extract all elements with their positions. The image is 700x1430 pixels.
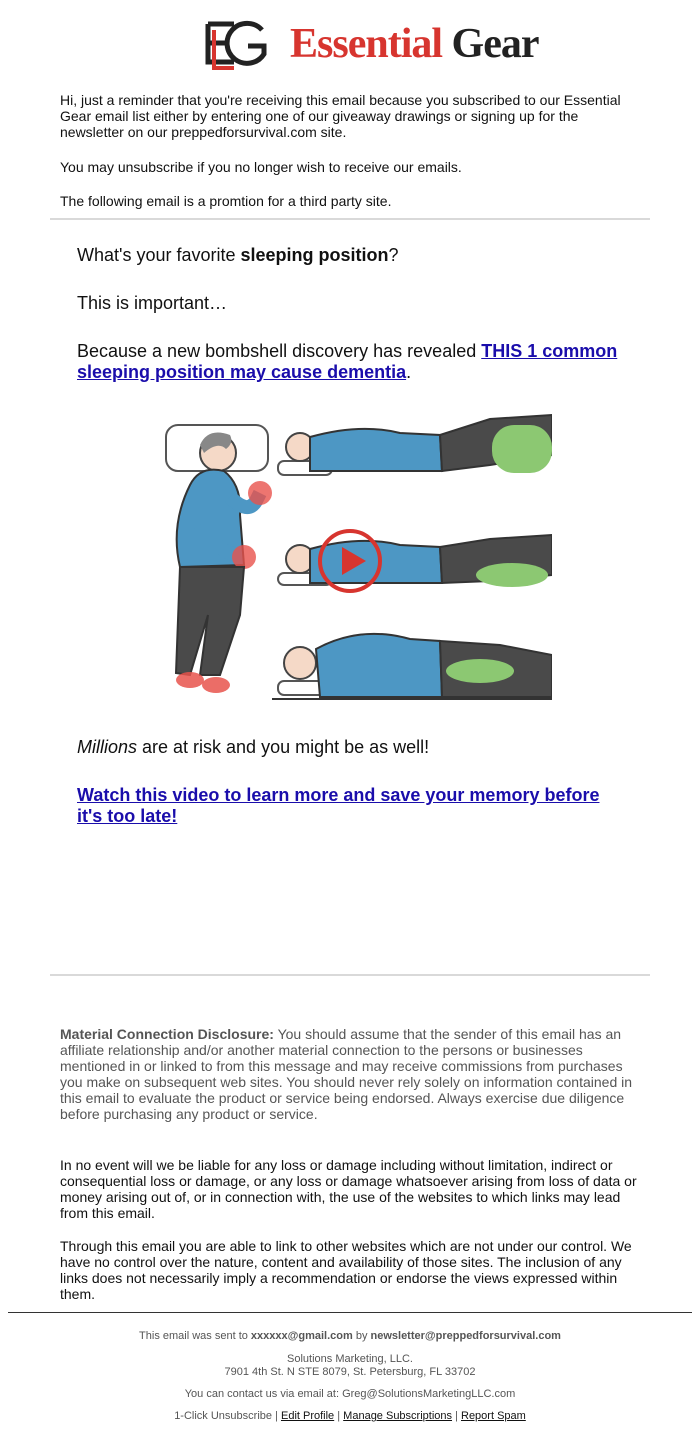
divider-top xyxy=(50,218,650,220)
disclosure-label: Material Connection Disclosure: xyxy=(60,1026,274,1042)
sent-by: by xyxy=(352,1330,371,1342)
brand-word-essential: Essential xyxy=(290,21,443,67)
brand-name xyxy=(290,14,538,74)
link-separator: | xyxy=(452,1410,461,1422)
question-suffix: ? xyxy=(388,245,399,265)
recipient-email: xxxxxx@gmail.com xyxy=(250,1330,353,1342)
external-links-paragraph: Through this email you are able to link to other websites which are not under our control. We have no control over the nature, content and availability of those sites. The inclusion of any links does not necessarily imply a recommendation or endorse the views expressed within them. xyxy=(60,1238,632,1302)
company-address: 7901 4th St. N STE 8079, St. Petersburg, FL 33702 xyxy=(224,1366,476,1378)
divider-bottom xyxy=(50,974,650,976)
risk-emphasis: Millions xyxy=(77,737,138,757)
contact-line: You can contact us via email at: Greg@SolutionsMarketingLLC.com xyxy=(184,1388,516,1400)
discovery-suffix: . xyxy=(406,362,412,382)
intro-promotion-note: The following email is a promtion for a third party site. xyxy=(60,193,392,209)
sleeping-positions-video-image[interactable] xyxy=(160,405,552,705)
edit-profile-link[interactable]: Edit Profile xyxy=(280,1410,335,1422)
essential-gear-logo xyxy=(204,18,268,70)
link-separator: | xyxy=(272,1410,281,1422)
report-spam-link[interactable]: Report Spam xyxy=(461,1410,526,1422)
intro-reminder: Hi, just a reminder that you're receiving this email because you subscribed to our Essential Gear email list either by entering one of our giveaway drawings or signing up for the newsletter on our preppedforsurvival.com site. xyxy=(60,92,621,140)
risk-rest: are at risk and you might be as well! xyxy=(137,737,430,757)
question-heading xyxy=(77,245,637,266)
footer-divider xyxy=(8,1312,692,1313)
footer-links xyxy=(0,1410,700,1423)
one-click-unsubscribe: 1-Click Unsubscribe xyxy=(174,1410,272,1422)
cta-paragraph xyxy=(77,785,617,827)
sleeping-position-link[interactable]: THIS 1 common sleeping position may cause dementia xyxy=(77,341,618,382)
discovery-paragraph xyxy=(77,341,637,383)
question-bold: sleeping position xyxy=(240,245,389,265)
company-name: Solutions Marketing, LLC. xyxy=(287,1353,413,1365)
question-prefix: What's your favorite xyxy=(77,245,241,265)
email-header xyxy=(0,0,700,80)
important-line: This is important… xyxy=(77,293,228,313)
watch-video-link[interactable]: Watch this video to learn more and save your memory before it's too late! xyxy=(77,785,600,826)
material-connection-disclosure xyxy=(60,1026,640,1122)
disclosure-text: You should assume that the sender of this email has an affiliate relationship and/or another material connection to the persons or businesses mentioned in or linked to from this message and may receive commissions from purchases you make on subsequent web sites. You should never rely solely on information contained in this email to evaluate the product or service being endorsed. Always exercise due diligence before purchasing any product or service. xyxy=(60,1026,633,1122)
sent-to-line xyxy=(0,1330,700,1343)
risk-statement xyxy=(77,737,637,758)
manage-subscriptions-link[interactable]: Manage Subscriptions xyxy=(343,1410,453,1422)
link-separator: | xyxy=(334,1410,344,1422)
brand-word-gear: Gear xyxy=(451,21,539,67)
sent-prefix: This email was sent to xyxy=(139,1330,251,1342)
sender-email: newsletter@preppedforsurvival.com xyxy=(370,1330,561,1342)
liability-paragraph: In no event will we be liable for any loss or damage including without limitation, indirect or consequential loss or damage, or any loss or damage whatsoever arising from loss of data or money arising out of, or in connection with, the use of the websites to which links may lead from this email. xyxy=(60,1157,637,1221)
discovery-prefix: Because a new bombshell discovery has revealed xyxy=(77,341,482,361)
intro-unsubscribe-note: You may unsubscribe if you no longer wish to receive our emails. xyxy=(60,159,462,175)
